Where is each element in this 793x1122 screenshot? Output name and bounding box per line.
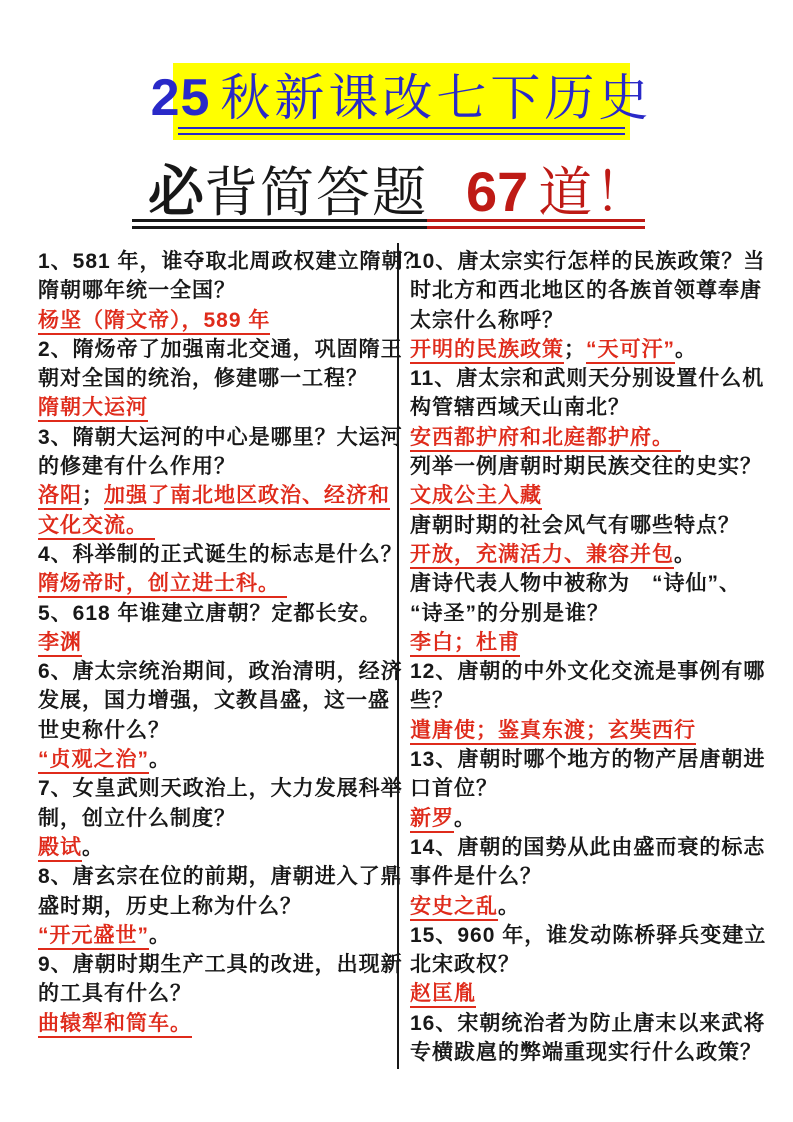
answer-text: 殿试 xyxy=(38,836,82,862)
answer-text: 开明的民族政策 xyxy=(410,338,564,364)
answer-text: 曲辕犁和筒车。 xyxy=(38,1012,192,1038)
qa-line xyxy=(410,276,772,305)
question-text: 的工具有什么？ xyxy=(38,982,192,1006)
qa-line xyxy=(410,745,772,774)
qa-line xyxy=(410,921,772,950)
qa-line xyxy=(38,540,403,569)
subtitle-underline-black xyxy=(132,219,427,229)
qa-line xyxy=(38,364,394,393)
answer-text: 杨坚（隋文帝），589 年 xyxy=(38,309,270,335)
qa-line xyxy=(38,745,394,774)
subtitle xyxy=(148,152,653,223)
qa-line xyxy=(410,804,772,833)
qa-line xyxy=(410,833,772,862)
punctuation-text: 。 xyxy=(82,835,104,859)
punctuation-text: 。 xyxy=(454,806,476,830)
punctuation-text: 。 xyxy=(674,542,696,566)
answer-text: 赵匡胤 xyxy=(410,982,476,1008)
qa-line xyxy=(38,833,394,862)
answer-text: 文成公主入藏 xyxy=(410,484,542,510)
qa-line xyxy=(410,979,772,1008)
question-text: 7、女皇武则天政治上，大力发展科举 xyxy=(38,777,403,801)
question-text: 11、唐太宗和武则天分别设置什么机 xyxy=(410,367,765,391)
qa-line xyxy=(410,306,772,335)
question-text: 15、960 年，谁发动陈桥驿兵变建立 xyxy=(410,923,767,947)
subtitle-underline-red xyxy=(427,219,645,229)
subtitle-underline xyxy=(132,219,645,229)
qa-line xyxy=(38,950,403,979)
punctuation-text: 。 xyxy=(675,337,697,361)
qa-line xyxy=(38,657,403,686)
question-text: 太宗什么称呼？ xyxy=(410,308,564,332)
answer-text: 遣唐使；鉴真东渡；玄奘西行 xyxy=(410,719,696,745)
question-text: 8、唐玄宗在位的前期，唐朝进入了鼎 xyxy=(38,865,403,889)
qa-line xyxy=(410,716,772,745)
answer-text: 洛阳 xyxy=(38,484,82,510)
subtitle-text: 背简答题 xyxy=(204,163,428,223)
qa-line xyxy=(38,481,394,510)
answer-text: 加强了南北地区政治、经济和 xyxy=(104,484,390,510)
question-text: 10、唐太宗实行怎样的民族政策？当 xyxy=(410,250,766,273)
question-text: 制，创立什么制度？ xyxy=(38,806,236,830)
qa-line xyxy=(410,599,772,628)
question-text: 时北方和西北地区的各族首领尊奉唐 xyxy=(410,279,762,303)
question-text: 13、唐朝时哪个地方的物产居唐朝进 xyxy=(410,748,766,772)
title-number: 25 xyxy=(150,68,211,127)
question-text: 朝对全国的统治，修建哪一工程？ xyxy=(38,367,368,391)
question-text: 6、唐太宗统治期间，政治清明，经济 xyxy=(38,660,403,684)
qa-line xyxy=(410,950,772,979)
answer-text: 安史之乱 xyxy=(410,895,498,921)
question-text: 唐朝时期的社会风气有哪些特点？ xyxy=(410,513,740,537)
question-text: 12、唐朝的中外文化交流是事例有哪 xyxy=(410,660,766,684)
qa-line xyxy=(38,686,394,715)
qa-line xyxy=(38,452,394,481)
qa-line xyxy=(410,335,772,364)
qa-line xyxy=(410,686,772,715)
answer-text: 隋炀帝时，创立进士科。 xyxy=(38,572,287,598)
punctuation-text: 。 xyxy=(149,748,171,772)
question-text: 隋朝哪年统一全国？ xyxy=(38,279,236,303)
punctuation-text: 。 xyxy=(498,894,520,918)
question-text: 14、唐朝的国势从此由盛而衰的标志 xyxy=(410,835,766,859)
question-text: 3、隋朝大运河的中心是哪里？大运河 xyxy=(38,425,403,449)
answer-text: “贞观之治” xyxy=(38,748,149,774)
qa-line xyxy=(38,804,394,833)
subtitle-count: 67 xyxy=(466,160,529,223)
question-text: 口首位？ xyxy=(410,777,498,801)
qa-line xyxy=(410,540,772,569)
subtitle-bold-char: 必 xyxy=(148,160,204,223)
title-text: 秋新课改七下历史 xyxy=(220,69,653,126)
qa-line xyxy=(410,393,772,422)
question-text: 9、唐朝时期生产工具的改进，出现新 xyxy=(38,953,403,977)
qa-line xyxy=(410,657,772,686)
left-column xyxy=(38,247,426,1038)
answer-text: 李白；杜甫 xyxy=(410,631,520,657)
qa-line xyxy=(410,1038,772,1067)
question-text: 构管辖西域天山南北？ xyxy=(410,396,630,420)
qa-line xyxy=(410,628,772,657)
question-text: 发展，国力增强，文教昌盛，这一盛 xyxy=(38,689,390,713)
qa-line xyxy=(38,716,394,745)
question-text: 16、宋朝统治者为防止唐末以来武将 xyxy=(410,1011,766,1035)
answer-text: 新罗 xyxy=(410,807,454,833)
qa-line xyxy=(38,423,403,452)
question-text: “诗圣”的分别是谁？ xyxy=(410,601,609,625)
punctuation-text: 。 xyxy=(149,923,171,947)
question-text: 盛时期，历史上称为什么？ xyxy=(38,894,302,918)
qa-line xyxy=(410,569,772,598)
answer-text: “开元盛世” xyxy=(38,924,149,950)
qa-line xyxy=(410,481,772,510)
answer-text: “天可汗” xyxy=(586,338,675,364)
question-text: 4、科举制的正式诞生的标志是什么？ xyxy=(38,542,403,566)
qa-line xyxy=(410,423,772,452)
right-column xyxy=(410,247,772,1067)
question-text: 的修建有什么作用？ xyxy=(38,455,236,479)
qa-line xyxy=(38,921,394,950)
qa-line xyxy=(38,569,394,598)
qa-line xyxy=(38,247,426,276)
qa-line xyxy=(410,511,772,540)
answer-text: 隋朝大运河 xyxy=(38,396,148,422)
qa-line xyxy=(38,862,403,891)
question-text: 2、隋炀帝了加强南北交通，巩固隋王 xyxy=(38,337,403,361)
answer-text: 开放，充满活力、兼容并包 xyxy=(410,543,674,569)
qa-line xyxy=(38,335,403,364)
answer-text: 李渊 xyxy=(38,631,82,657)
qa-line xyxy=(38,774,403,803)
question-text: 唐诗代表人物中被称为 “诗仙”、 xyxy=(410,572,741,596)
answer-text: 文化交流。 xyxy=(38,514,155,540)
qa-line xyxy=(410,1009,772,1038)
qa-line xyxy=(410,247,772,276)
punctuation-text: ； xyxy=(82,484,104,508)
answer-text: 安西都护府和北庭都护府。 xyxy=(410,426,681,452)
qa-line xyxy=(38,1009,394,1038)
question-text: 世史称什么？ xyxy=(38,718,170,742)
question-text: 专横跋扈的弊端重现实行什么政策？ xyxy=(410,1041,762,1065)
qa-line xyxy=(38,393,394,422)
question-text: 些？ xyxy=(410,689,454,713)
title-underline xyxy=(178,127,625,135)
qa-line xyxy=(38,276,394,305)
qa-line xyxy=(410,774,772,803)
qa-line xyxy=(38,599,394,628)
qa-line xyxy=(38,892,394,921)
qa-line xyxy=(38,511,394,540)
qa-line xyxy=(38,628,394,657)
question-text: 事件是什么？ xyxy=(410,865,542,889)
punctuation-text: ； xyxy=(564,337,586,361)
qa-line xyxy=(410,364,772,393)
question-text: 北宋政权？ xyxy=(410,953,520,977)
qa-line xyxy=(410,892,772,921)
question-text: 列举一例唐朝时期民族交往的史实？ xyxy=(410,455,762,479)
qa-line xyxy=(38,306,394,335)
column-divider xyxy=(397,243,399,1069)
qa-line xyxy=(410,452,772,481)
title-highlight-box xyxy=(150,63,653,140)
subtitle-count-label: 道！ xyxy=(538,163,651,223)
qa-line xyxy=(410,862,772,891)
question-text: 1、581 年，谁夺取北周政权建立隋朝？ xyxy=(38,250,426,273)
question-text: 5、618 年谁建立唐朝？定都长安。 xyxy=(38,601,382,625)
qa-line xyxy=(38,979,394,1008)
